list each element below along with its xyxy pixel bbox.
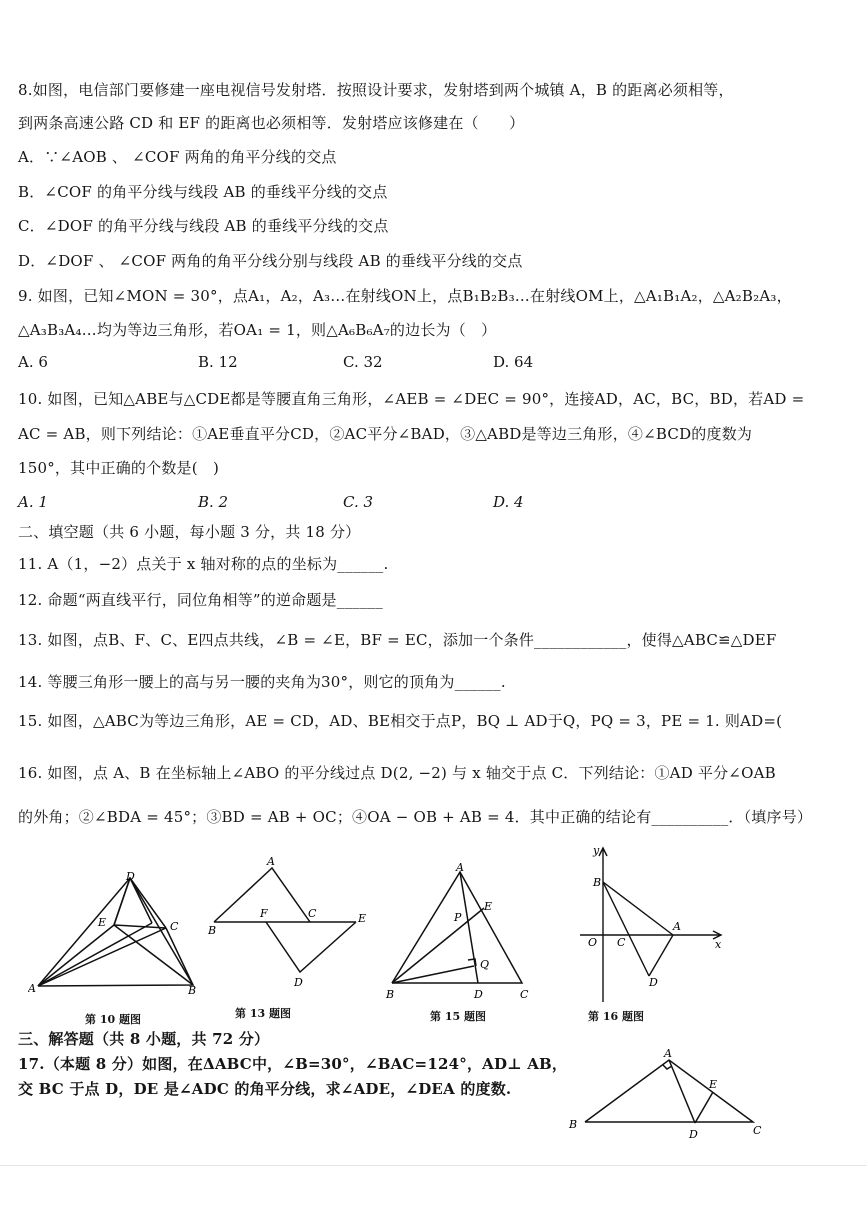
fig13-label-e: E	[358, 912, 367, 925]
q10-option-d: D. 4	[493, 493, 524, 511]
fig15-label-e: E	[484, 900, 493, 913]
fig17-label-d: D	[689, 1128, 698, 1141]
q10-options	[18, 493, 855, 515]
fig10-label-e: E	[98, 916, 107, 929]
fig16-label-b: B	[593, 876, 602, 889]
fig16-label-y: y	[593, 844, 600, 857]
figure-q16	[575, 840, 735, 1005]
q9-stem-line1: 9. 如图，已知∠MON = 30°，点A₁，A₂，A₃…在射线ON上，点B₁B₂B₃…在射线OM上，△A₁B₁A₂，△A₂B₂A₃，	[18, 287, 792, 305]
figure-q17	[565, 1044, 770, 1144]
fig16-label-o: O	[588, 936, 598, 949]
fig16-label-c: C	[617, 936, 626, 949]
figure-q13-diagram	[200, 850, 380, 990]
q8-stem-line2: 到两条高速公路 CD 和 EF 的距离也必须相等．发射塔应该修建在（ ）	[18, 114, 525, 132]
fig15-label-p: P	[454, 911, 462, 924]
q12-text: 12. 命题“两直线平行，同位角相等”的逆命题是______	[18, 591, 383, 609]
fig16-label-a: A	[673, 920, 681, 933]
fig10-label-d: D	[126, 870, 135, 883]
fig13-label-b: B	[208, 924, 217, 937]
q8-option-c: C．∠DOF 的角平分线与线段 AB 的垂线平分线的交点	[18, 217, 389, 235]
fig10-caption: 第 10 题图	[85, 1013, 141, 1026]
fig17-label-b: B	[569, 1118, 578, 1131]
q10-stem-line1: 10. 如图，已知△ABE与△CDE都是等腰直角三角形，∠AEB = ∠DEC = 90°，连接AD，AC，BC，BD，若AD =	[18, 390, 805, 408]
q17-stem-line1: 17.（本题 8 分）如图，在ΔABC中，∠B=30°，∠BAC=124°，AD⊥ AB，	[18, 1055, 568, 1073]
q9-option-c: C. 32	[343, 353, 383, 371]
q16-stem-line2: 的外角；②∠BDA = 45°；③BD = AB + OC；④OA − OB + AB = 4．其中正确的结论有__________．（填序号）	[18, 808, 813, 826]
fig16-caption: 第 16 题图	[588, 1010, 644, 1023]
fig15-label-c: C	[520, 988, 529, 1001]
q10-option-c: C. 3	[343, 493, 374, 511]
fig16-label-d: D	[649, 976, 658, 989]
q10-stem-line2: AC = AB，则下列结论：①AE垂直平分CD，②AC平分∠BAD，③△ABD是等边三角形，④∠BCD的度数为	[18, 425, 753, 443]
fig16-label-x: x	[715, 938, 722, 951]
q9-option-b: B. 12	[198, 353, 238, 371]
q10-stem-line3: 150°，其中正确的个数是( )	[18, 459, 220, 477]
q15-text: 15. 如图，△ABC为等边三角形，AE = CD，AD、BE相交于点P，BQ ⊥ AD于Q，PQ = 3，PE = 1. 则AD=(	[18, 712, 783, 730]
q10-option-a: A. 1	[18, 493, 48, 511]
figure-q10	[28, 868, 198, 998]
q14-text: 14. 等腰三角形一腰上的高与另一腰的夹角为30°，则它的顶角为______.	[18, 673, 506, 691]
fig17-label-a: A	[664, 1047, 672, 1060]
q8-stem-line1: 8.如图，电信部门要修建一座电视信号发射塔．按照设计要求，发射塔到两个城镇 A，B 的距离必须相等，	[18, 81, 734, 99]
fig15-label-q: Q	[480, 958, 490, 971]
section-solve-heading: 三、解答题（共 8 小题，共 72 分）	[18, 1030, 270, 1048]
fig13-label-c: C	[308, 907, 317, 920]
fig10-label-b: B	[188, 984, 197, 997]
q11-text: 11. A（1，−2）点关于 x 轴对称的点的坐标为______.	[18, 555, 389, 573]
q13-text: 13. 如图，点B、F、C、E四点共线，∠B = ∠E，BF = EC，添加一个条件____________，使得△ABC≌△DEF	[18, 631, 777, 649]
figure-q15-diagram	[382, 856, 542, 1006]
q9-stem-line2: △A₃B₃A₄…均为等边三角形，若OA₁ = 1，则△A₆B₆A₇的边长为（ ）	[18, 321, 497, 339]
fig13-label-a: A	[267, 855, 275, 868]
q9-options	[18, 353, 855, 375]
figure-q10-diagram	[28, 868, 198, 998]
q17-stem-line2: 交 BC 于点 D，DE 是∠ADC 的角平分线，求∠ADE，∠DEA 的度数.	[18, 1080, 512, 1098]
q8-option-b: B．∠COF 的角平分线与线段 AB 的垂线平分线的交点	[18, 183, 388, 201]
section-fill-in-heading: 二、填空题（共 6 小题，每小题 3 分，共 18 分）	[18, 523, 361, 541]
q8-option-a: A．∵∠AOB 、 ∠COF 两角的角平分线的交点	[18, 148, 337, 166]
fig10-label-c: C	[170, 920, 179, 933]
fig13-label-d: D	[294, 976, 303, 989]
q9-option-d: D. 64	[493, 353, 534, 371]
q9-option-a: A. 6	[18, 353, 48, 371]
fig15-caption: 第 15 题图	[430, 1010, 486, 1023]
fig13-caption: 第 13 题图	[235, 1007, 291, 1020]
fig17-label-c: C	[753, 1124, 762, 1137]
fig15-label-d: D	[474, 988, 483, 1001]
figure-q13	[200, 850, 380, 990]
fig13-label-f: F	[260, 907, 268, 920]
q8-option-d: D．∠DOF 、 ∠COF 两角的角平分线分别与线段 AB 的垂线平分线的交点	[18, 252, 523, 270]
figure-q16-diagram	[575, 840, 735, 1005]
page-bottom-divider	[0, 1165, 867, 1166]
fig10-label-a: A	[28, 982, 36, 995]
fig17-label-e: E	[709, 1078, 718, 1091]
q16-stem-line1: 16. 如图，点 A、B 在坐标轴上∠ABO 的平分线过点 D(2, −2) 与 x 轴交于点 C．下列结论：①AD 平分∠OAB	[18, 764, 776, 782]
figure-q15	[382, 856, 542, 1006]
q10-option-b: B. 2	[198, 493, 229, 511]
figure-q17-diagram	[565, 1044, 770, 1144]
fig15-label-a: A	[456, 861, 464, 874]
fig15-label-b: B	[386, 988, 395, 1001]
